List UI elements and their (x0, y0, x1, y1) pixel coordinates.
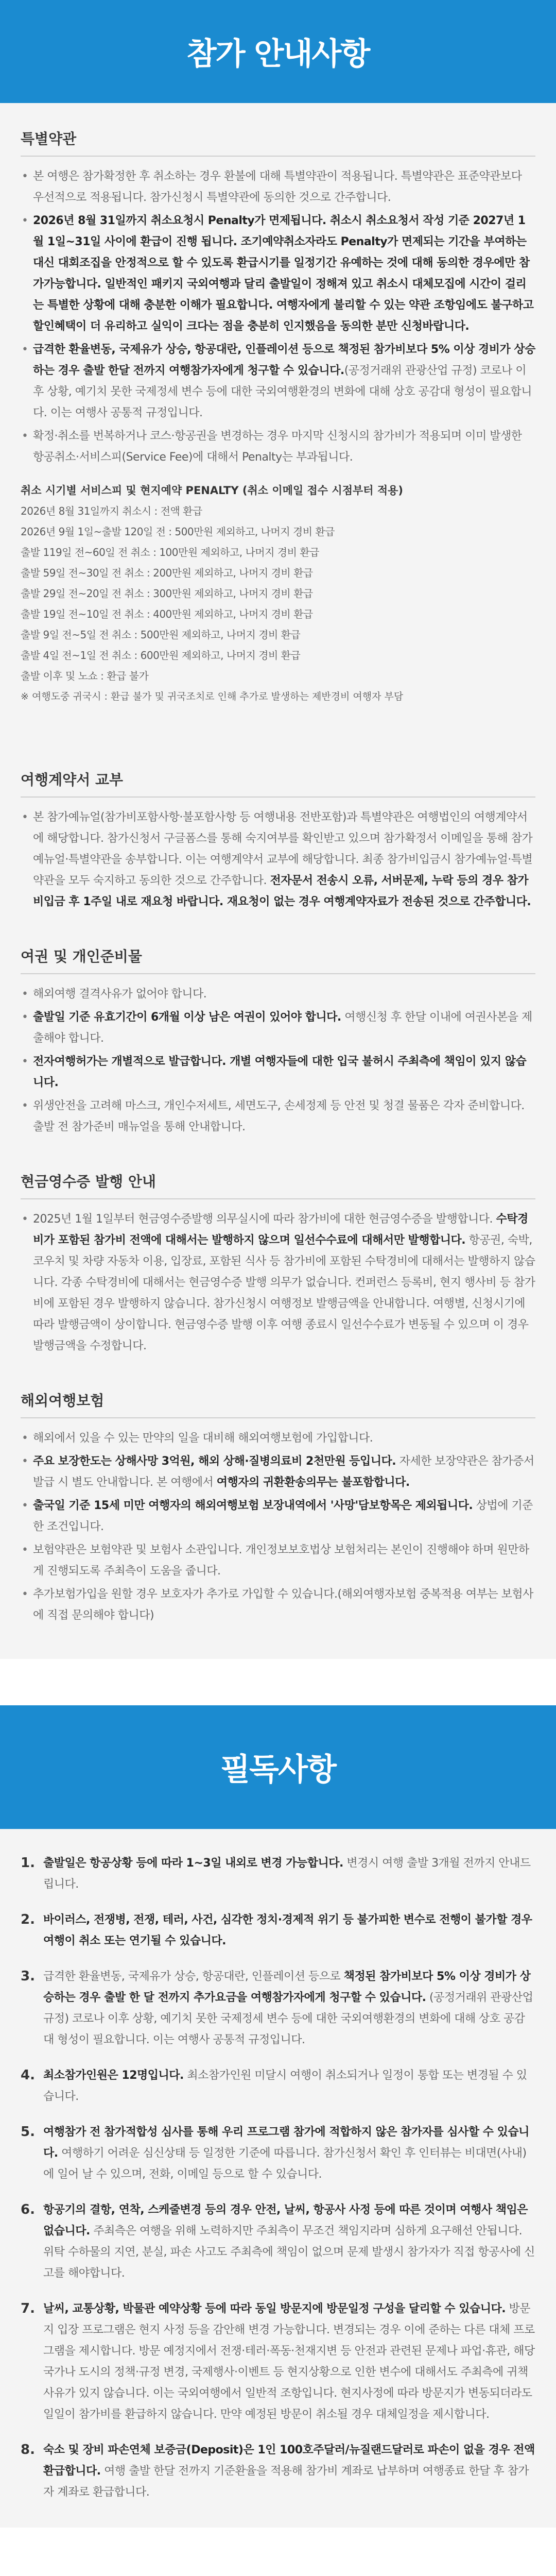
section-divider (21, 973, 535, 974)
list-item: • 추가보험가입을 원할 경우 보호자가 추가로 가입할 수 있습니다.(해외여행자보험 중복적용 여부는 보험사에 직접 문의해야 합니다) (21, 1584, 535, 1626)
section-title-contract: 여행계약서 교부 (21, 771, 124, 788)
list-item: • 급격한 환율변동, 국제유가 상승, 항공대란, 인플레이션 등으로 책정된 참가비보다 5% 이상 경비가 상승하는 경우 출발 한달 전까지 여행참가자에게 청구할 수 있습니다.(공정거래위 관광산업 규정) 코로나 이후 상황, 예기치 못한 국제정세 변수 등에 대한 국외여행환경의 변화에 대해 상호 공감대 형성이 필요합니다. 이는 여행사 공통적 규정입니다. (21, 339, 535, 423)
header-banner (0, 0, 556, 103)
list-item: • 2025년 1월 1일부터 현금영수증발행 의무실시에 따라 참가비에 대한 현금영수증을 발행합니다. 수탁경비가 포함된 참가비 전액에 대해서는 발행하지 않으며 일선수수료에 대해서만 발행합니다. 항공권, 숙박, 코우치 및 차량 자동차 이용, 입장료, 포함된 식사 등 참가비에 포함된 수탁경비에 대해서는 발행하지 않습니다. 각종 수탁경비에 대해서는 현금영수증 발행 의무가 없습니다. 컨퍼런스 등록비, 현지 행사비 등 참가비에 포함된 경우 발행하지 않습니다. 참가신청시 여행정보 발행금액을 안내합니다. 여행별, 신청시기에 따라 발행금액이 상이합니다. 현금영수증 발행 이후 여행 종료시 일선수수료가 변동될 수 있으며 이 경우 발행금액을 수정합니다. (21, 1209, 535, 1357)
info-panel (0, 103, 556, 1659)
special-terms-list (21, 166, 535, 468)
schedule-row: 출발 29일 전~20일 전 취소 : 300만원 제외하고, 나머지 경비 환급 (21, 587, 313, 600)
list-item: • 출발일 기준 유효기간이 6개월 이상 남은 여권이 있어야 합니다. 여행신청 후 한달 이내에 여권사본을 제출해야 합니다. (21, 1007, 535, 1049)
page-title: 참가 안내사항 (186, 36, 370, 72)
schedule-row: 2026년 9월 1일~출발 120일 전 : 500만원 제외하고, 나머지 경비 환급 (21, 526, 335, 538)
receipt-list (21, 1209, 535, 1357)
list-item: • 본 참가예뉴얼(참가비포함사항·불포함사항 등 여행내용 전반포함)과 특별약관은 여행법인의 여행계약서에 해당합니다. 참가신청서 구글폼스를 통해 숙지여부를 확인받고 있으며 참가확정서 이메일을 통해 참가예뉴얼·특별약관을 송부합니다. 이는 여행계약서 교부에 해당합니다. 최종 참가비입금시 참가예뉴얼·특별약관을 모두 숙지하고 동의한 것으로 간주합니다. 전자문서 전송시 오류, 서버문제, 누락 등의 경우 참가비입금 후 1주일 내로 재요청 바랍니다. 재요청이 없는 경우 여행계약자료가 전송된 것으로 간주합니다. (21, 807, 535, 912)
section-divider (21, 796, 535, 798)
contract-list (21, 807, 535, 912)
list-item: • 해외에서 있을 수 있는 만약의 일을 대비해 해외여행보험에 가입합니다. (21, 1428, 535, 1449)
list-item: • 위생안전을 고려해 마스크, 개인수저세트, 세면도구, 손세정제 등 안전 및 청결 물품은 각자 준비합니다. 출발 전 참가준비 매뉴얼을 통해 안내합니다. (21, 1095, 535, 1138)
schedule-row: 출발 19일 전~10일 전 취소 : 400만원 제외하고, 나머지 경비 환급 (21, 608, 313, 620)
mandatory-banner (0, 1705, 556, 1829)
insurance-list (21, 1428, 535, 1626)
mandatory-item: 4. 최소참가인원은 12명입니다. 최소참가인원 미달시 여행이 취소되거나 일정이 통합 또는 변경될 수 있습니다. (21, 2067, 527, 2103)
mandatory-item: 5. 여행참가 전 참가적합성 심사를 통해 우리 프로그램 참가에 적합하지 않은 참가자를 심사할 수 있습니다. 여행하기 어려운 심신상태 등 일정한 기준에 따릅니다. 참가신청서 확인 후 인터뷰는 비대면(사내)에 일어 날 수 있으며, 전화, 이메일 등으로 할 수 있습니다. (21, 2124, 529, 2181)
mandatory-item: 7. 날씨, 교통상황, 박물관 예약상황 등에 따라 동일 방문지에 방문일정 구성을 달리할 수 있습니다. 방문지 입장 프로그램은 현지 사정 등을 감안해 변경 가능합니다. 변경되는 경우 이에 준하는 다른 대체 프로그램을 제시합니다. 방문 예정지에서 전쟁·테러·폭동·천재지변 등 안전과 관련된 문제나 파업·휴관, 해당국가나 도시의 정책·규정 변경, 국제행사·이벤트 등 현지상황으로 인한 변수에 대해서도 주최측에 귀책사유가 있지 않습니다. 이는 국외여행에서 일반적 조항입니다. 현지사정에 따라 방문지가 변동되더라도 일일이 참가비를 환급하지 않습니다. 만약 예정된 방문이 취소될 경우 대체일정을 제시합니다. (21, 2301, 535, 2421)
mandatory-title: 필독사항 (220, 1752, 336, 1788)
mandatory-item: 2. 바이러스, 전쟁병, 전쟁, 테러, 사건, 심각한 정치·경제적 위기 등 불가피한 변수로 전행이 불가할 경우 여행이 취소 또는 연기될 수 있습니다. (21, 1912, 532, 1947)
mandatory-item: 8. 숙소 및 장비 파손연체 보증금(Deposit)은 1인 100호주달러/뉴질랜드달러로 파손이 없을 경우 전액 환급합니다. 여행 출발 한달 전까지 기준환율을 적용해 참가비 계좌로 납부하며 여행종료 한달 후 참가자 계좌로 환급합니다. (21, 2442, 535, 2499)
list-item: • 본 여행은 참가확정한 후 취소하는 경우 환불에 대해 특별약관이 적용됩니다. 특별약관은 표준약관보다 우선적으로 적용됩니다. 참가신청시 특별약관에 동의한 것으로 간주합니다. (21, 166, 535, 208)
list-item: • 해외여행 결격사유가 없어야 합니다. (21, 984, 535, 1005)
list-item: • 2026년 8월 31일까지 취소요청시 Penalty가 면제됩니다. 취소시 취소요청서 작성 기준 2027년 1월 1일~31일 사이에 환급이 진행 됩니다. 조기예약취소자라도 Penalty가 면제되는 기간을 부여하는 대신 대회조집을 안정적으로 할 수 있도록 환급시기를 일정기간 유예하는 것에 대해 동의한 경우에만 참가가능합니다. 일반적인 패키지 국외여행과 달리 출발일이 정해져 있고 취소시 대체모집에 시간이 걸리는 특별한 상황에 대해 충분한 이해가 필요합니다. 여행자에게 불리할 수 있는 약관 조항임에도 불구하고 할인혜택이 더 유리하고 실익이 크다는 점을 충분히 인지했음을 동의한 분만 신청바랍니다. (21, 210, 535, 337)
list-item: • 전자여행허가는 개별적으로 발급합니다. 개별 여행자들에 대한 입국 불허시 주최측에 책임이 있지 않습니다. (21, 1051, 535, 1093)
mandatory-panel (0, 1829, 556, 2528)
schedule-row: 출발 119일 전~60일 전 취소 : 100만원 제외하고, 나머지 경비 환급 (21, 546, 319, 558)
cancellation-schedule (21, 480, 535, 707)
schedule-row: 출발 9일 전~5일 전 취소 : 500만원 제외하고, 나머지 경비 환급 (21, 629, 301, 641)
schedule-row: 출발 59일 전~30일 전 취소 : 200만원 제외하고, 나머지 경비 환급 (21, 567, 313, 579)
list-item: • 보험약관은 보험약관 및 보험사 소관입니다. 개인정보보호법상 보험처리는 본인이 진행해야 하며 원만하게 진행되도록 주최측이 도움을 줍니다. (21, 1539, 535, 1582)
section-title-special-terms: 특별약관 (21, 130, 77, 147)
list-item: • 출국일 기준 15세 미만 여행자의 해외여행보험 보장내역에서 '사망'담보항목은 제외됩니다. 상법에 기준한 조건입니다. (21, 1495, 535, 1537)
section-title-receipt: 현금영수증 발행 안내 (21, 1173, 156, 1190)
section-divider (21, 1417, 535, 1418)
list-item: • 확정·취소를 번복하거나 코스·항공권을 변경하는 경우 마지막 신청시의 참가비가 적용되며 이미 발생한 항공취소·서비스피(Service Fee)에 대해서 Penalty는 부과됩니다. (21, 426, 535, 468)
section-divider (21, 156, 535, 157)
section-title-insurance: 해외여행보험 (21, 1392, 105, 1409)
section-divider (21, 1198, 535, 1199)
mandatory-item: 6. 항공기의 결항, 연착, 스케줄변경 등의 경우 안전, 날씨, 항공사 사정 등에 따른 것이며 여행사 책임은 없습니다. 주최측은 여행을 위해 노력하지만 주최측이 무조건 책임지라며 심하게 요구해선 안됩니다. 위탁 수하물의 지연, 분실, 파손 사고도 주최측에 책임이 없으며 문제 발생시 참가자가 직접 항공사에 신고를 해야합니다. (21, 2202, 535, 2280)
schedule-note: ※ 여행도중 귀국시 : 환급 불가 및 귀국조치로 인해 추가로 발생하는 제반경비 여행자 부담 (21, 691, 404, 702)
passport-list (21, 984, 535, 1138)
list-item: • 주요 보장한도는 상해사망 3억원, 해외 상해·질병의료비 2천만원 등입니다. 자세한 보장약관은 참가증서 발급 시 별도 안내합니다. 본 여행에서 여행자의 귀환환송의무는 불포함합니다. (21, 1451, 535, 1493)
schedule-title: 취소 시기별 서비스피 및 현지예약 PENALTY (취소 이메일 접수 시점부터 적용) (21, 484, 404, 497)
section-title-passport: 여권 및 개인준비물 (21, 948, 142, 965)
mandatory-item: 3. 급격한 환율변동, 국제유가 상승, 항공대란, 인플레이션 등으로 책정된 참가비보다 5% 이상 경비가 상승하는 경우 출발 한 달 전까지 추가요금을 여행참가자에게 청구할 수 있습니다. (공정거래위 관광산업 규정) 코로나 이후 상황, 예기치 못한 국제정세 변수 등에 대한 국외여행환경의 변화에 대해 상호 공감대 형성이 필요합니다. 이는 여행사 공통적 규정입니다. (21, 1969, 533, 2046)
schedule-row: 2026년 8월 31일까지 취소시 : 전액 환급 (21, 505, 202, 517)
schedule-row: 출발 4일 전~1일 전 취소 : 600만원 제외하고, 나머지 경비 환급 (21, 649, 301, 662)
schedule-row: 출발 이후 및 노쇼 : 환급 불가 (21, 670, 149, 682)
mandatory-item: 1. 출발일은 항공상황 등에 따라 1~3일 내외로 변경 가능합니다. 변경시 여행 출발 3개월 전까지 안내드립니다. (21, 1855, 531, 1891)
